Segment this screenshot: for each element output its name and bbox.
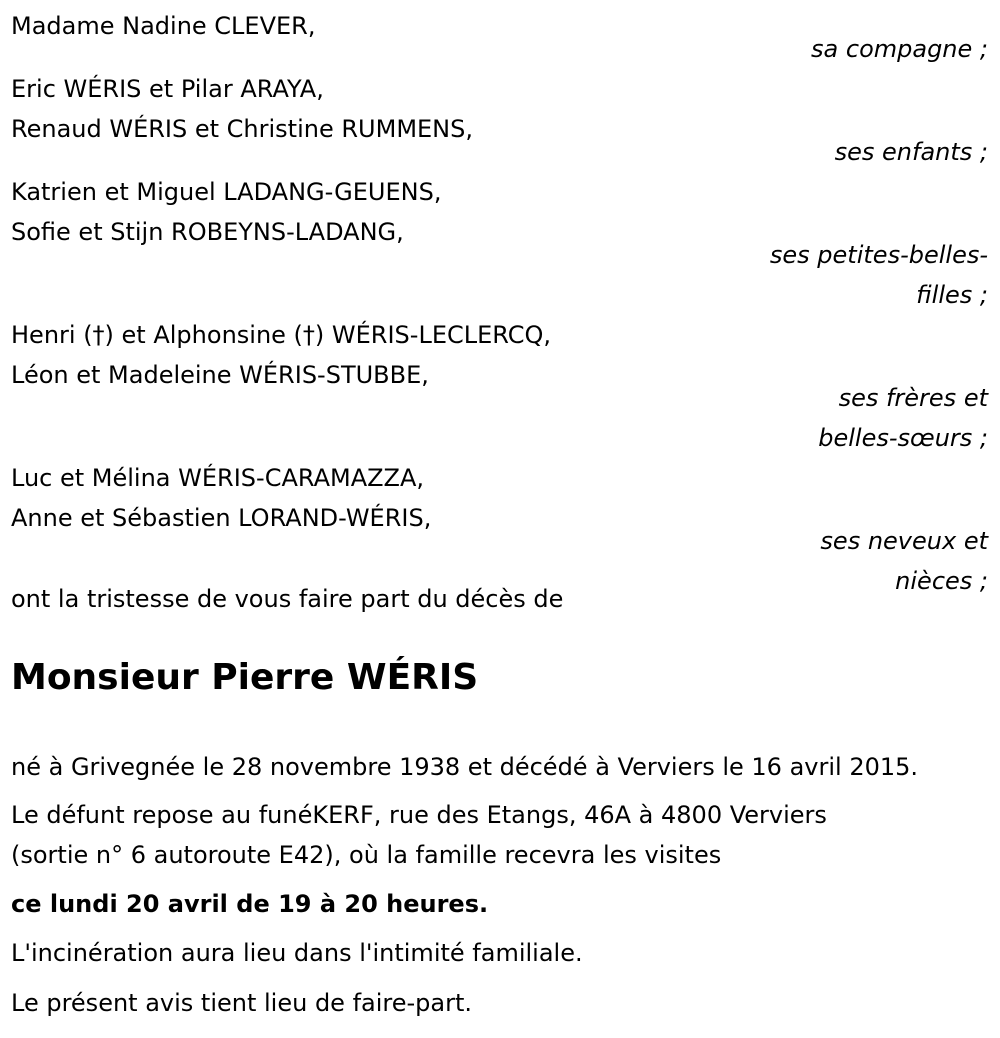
family-role: nièces ; [895,567,988,595]
family-name-line: Madame Nadine CLEVER, [11,12,316,40]
family-role: ses neveux et [820,527,988,555]
family-name-line: Anne et Sébastien LORAND-WÉRIS, [11,504,432,532]
deceased-name: Monsieur Pierre WÉRIS [11,657,479,698]
rest-location-text: Le défunt repose au funéKERF, rue des Etangs, 46A à 4800 Verviers [11,801,827,829]
family-name-line: Eric WÉRIS et Pilar ARAYA, [11,75,324,103]
family-name-line: Katrien et Miguel LADANG-GEUENS, [11,178,442,206]
family-name-line: Renaud WÉRIS et Christine RUMMENS, [11,115,473,143]
family-role: belles-sœurs ; [818,424,988,452]
family-role: sa compagne ; [811,35,988,63]
visit-time-text: ce lundi 20 avril de 19 à 20 heures. [11,890,489,918]
birth-death-text: né à Grivegnée le 28 novembre 1938 et décédé à Verviers le 16 avril 2015. [11,753,919,781]
family-name-line: Henri (†) et Alphonsine (†) WÉRIS-LECLERCQ, [11,321,552,349]
family-name-line: Luc et Mélina WÉRIS-CARAMAZZA, [11,464,425,492]
cremation-text: L'incinération aura lieu dans l'intimité familiale. [11,939,583,967]
announcement-text: ont la tristesse de vous faire part du décès de [11,585,564,613]
family-name-line: Léon et Madeleine WÉRIS-STUBBE, [11,361,429,389]
family-name-line: Sofie et Stijn ROBEYNS-LADANG, [11,218,404,246]
family-role: filles ; [916,281,988,309]
notice-text: Le présent avis tient lieu de faire-part. [11,989,473,1017]
rest-location-text: (sortie n° 6 autoroute E42), où la famille recevra les visites [11,841,722,869]
family-role: ses petites-belles- [769,241,988,269]
family-role: ses enfants ; [834,138,988,166]
family-role: ses frères et [838,384,988,412]
